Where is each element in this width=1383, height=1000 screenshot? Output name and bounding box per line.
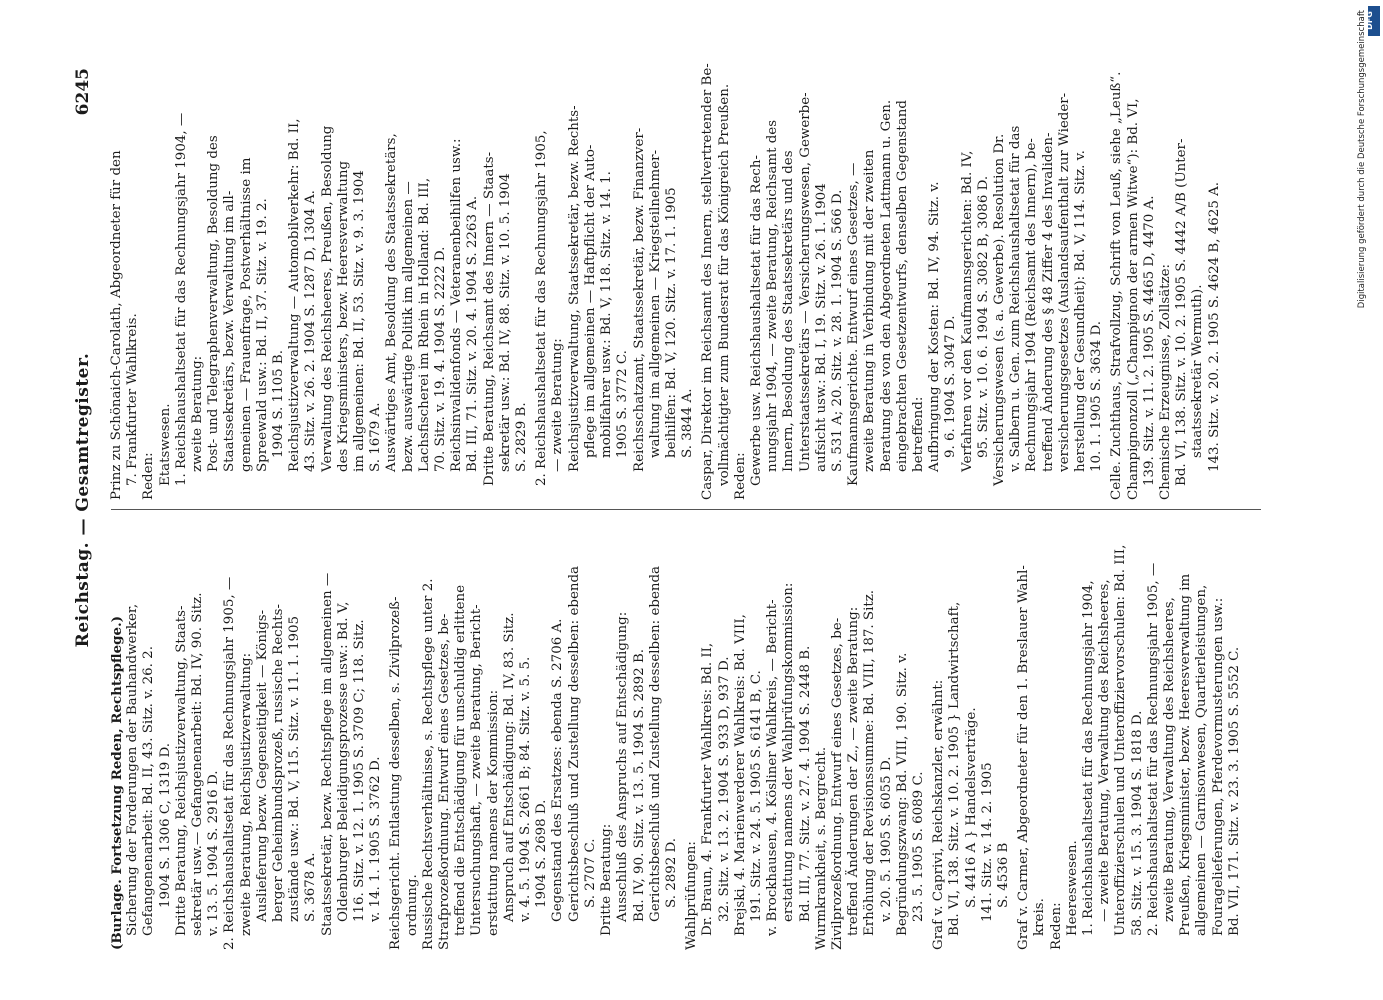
text-line: ordnung. [404,874,420,936]
text-line: Dritte Beratung, Reichsjustizverwaltung, Staats- [173,605,189,936]
text-line: 58. Sitz. v. 15. 3. 1904 S. 1818 D. [1129,710,1145,936]
text-line: erstattung namens der Kommission: [485,689,501,936]
text-line: Untersuchungshaft, — zweite Beratung, Bericht- [469,604,485,936]
text-line: Lachsfischerei im Rhein in Holland: Bd. III, [416,177,432,472]
text-line: S. 3844 A. [680,388,696,458]
dfg-logo [1364,6,1380,36]
text-line: Reichsschatzamt, Staatssekretär, bezw. Finanzver- [631,127,647,472]
text-line: Erhöhung der Revisionssumme: Bd. VIII, 187. Sitz. [862,589,878,936]
text-line: S. 4536 B [995,842,1011,908]
text-line: Rechnungsjahr 1904 (Reichsamt des Innern), be- [1024,138,1040,472]
text-line: 32. Sitz. v. 13. 2. 1904 S. 933 D, 937 D. [716,656,732,922]
text-line: Gewerbe usw. Reichshaushaltsetat für das Rech- [748,154,764,486]
text-line: Auswärtiges Amt, Besoldung des Staatssekretärs, [384,133,400,472]
page-number: 6245 [73,68,93,116]
right-column [109,50,1223,500]
text-line: Unterstaatssekretärs — Versicherungswesen, Gewerbe- [797,92,813,472]
text-line: pflege im allgemeinen — Haftpflicht der Auto- [582,144,598,458]
text-line: kreis. [1032,898,1048,936]
text-line: Versicherungswesen (s. a. Gewerbe). Resolution Dr. [991,133,1007,486]
text-line: 23. 5. 1905 S. 6089 C. [910,771,926,922]
text-line: 7. Frankfurter Wahlkreis. [125,313,141,486]
text-line: Champignonzoll („Champignon der armen Witwe“): Bd. VI, [1125,98,1141,500]
text-line: — zweite Beratung: [550,338,566,472]
text-line: 2. Reichshaushaltsetat für das Rechnungsjahr 1905, [534,130,550,486]
text-line: herstellung der Gesundheit): Bd. V, 114. Sitz. v. [1072,150,1088,472]
text-line: treffend Änderung des § 48 Ziffer 4 des Invaliden- [1040,132,1056,472]
text-line: im allgemeinen: Bd. II, 53. Sitz. v. 9. 3. 1904 [352,170,368,472]
text-line: Gefangenenarbeit: Bd. II, 43. Sitz. v. 26. 2. [141,646,157,936]
text-line: Beratung des von den Abgeordneten Lattmann u. Gen. [878,99,894,472]
register-page [21,0,1351,1000]
text-line: sekretär usw.: Bd. IV, 88. Sitz. v. 10. 5. 1904 [497,173,513,472]
text-line: Innern, Besoldung des Staatssekretärs und des [781,150,797,472]
dfg-logo-label: DFG [1364,11,1374,30]
digitization-note: Digitalisierung gefördert durch die Deutsche Forschungsgemeinschaft [1357,10,1367,309]
text-line: S. 2707 C. [582,838,598,908]
text-line: 10. 1. 1905 S. 3634 D. [1089,321,1105,472]
text-line: zustände usw.: Bd. V, 115. Sitz. v. 11. 1. 1905 [287,615,303,922]
text-line: Spreewald usw.: Bd. II, 37. Sitz. v. 19. 2. [254,198,270,472]
text-line: Begründungszwang: Bd. VIII, 190. Sitz. v. [894,652,910,936]
text-line: erstattung namens der Wahlprüfungskommission: [781,582,797,922]
text-line: 1. Reichshaushaltsetat für das Rechnungsjahr 1904, — [173,112,189,486]
text-line: Bd. III, 77. Sitz. v. 27. 4. 1904 S. 2448 B. [797,645,813,922]
text-line: v. 20. 5. 1905 S. 6055 D. [878,756,894,922]
text-line: Zivilprozeßordnung. Entwurf eines Gesetzes, be- [829,617,845,950]
text-line: Preußen, Kriegsminister, bezw. Heeresverwaltung im [1178,573,1194,936]
text-line: Strafprozeßordnung. Entwurf eines Gesetzes, be- [437,613,453,950]
text-line: Dr. Braun, 4. Frankfurter Wahlkreis: Bd. II, [700,642,716,936]
text-line: v. Brockhausen, 4. Kösliner Wahlkreis, — Bericht- [765,599,781,936]
text-line: Wahlprüfungen: [684,841,700,950]
text-line: Chemische Erzeugnisse, Zollsätze: [1158,263,1173,500]
text-line: treffend die Entschädigung für unschuldig erlittene [453,584,469,936]
column-divider [111,509,1261,510]
running-head [29,0,93,1000]
text-line: 9. 6. 1904 S. 3047 D. [943,315,959,458]
text-line: berger Geheimbundsprozeß, russische Rechts- [271,603,287,922]
text-line: Kaufmannsgerichte. Entwurf eines Gesetzes, — [846,162,862,486]
left-column [109,518,1243,950]
text-line: Graf v. Carmer, Abgeordneter für den 1. Breslauer Wahl- [1016,565,1032,950]
text-line: 2. Reichshaushaltsetat für das Rechnungsjahr 1905, — [1145,562,1161,936]
text-line: 191. Sitz. v. 24. 5. 1905 S. 6141 B, C. [748,670,764,922]
text-line: 1904 S. 1105 B. [271,350,287,458]
text-line: nungsjahr 1904, — zweite Beratung, Reichsamt des [765,119,781,472]
text-line: Staatssekretär, bezw. Rechtspflege im allgemeinen — [319,572,335,936]
text-line: vollmächtigter zum Bundesrat für das Königreich Preußen. [716,83,732,486]
text-line: waltung im allgemeinen — Kriegsteilnehmer- [647,149,663,458]
text-line: Reichsgericht. Entlastung desselben, s. Zivilprozeß- [388,596,404,950]
text-line: 1. Reichshaushaltsetat für das Rechnungsjahr 1904, [1080,580,1096,936]
text-line: 141. Sitz. v. 14. 2. 1905 [979,762,995,922]
text-line: Reden: [732,452,748,500]
text-line: staatssekretär Wermuth). [1190,284,1206,458]
text-line: Reden: [1048,902,1064,950]
text-line: Gerichtsbeschluß und Zustellung desselben: ebenda [566,565,582,922]
text-line: Oldenburger Beleidigungsprozesse usw.: Bd. V, [335,601,351,922]
text-line: S. 531 A; 20. Sitz. v. 28. 1. 1904 S. 566 D. [829,189,845,472]
text-line: des Kriegsministers, bezw. Heeresverwaltung [335,160,351,472]
text-line: 43. Sitz. v. 26. 2. 1904 S. 1287 D, 1304 A. [303,190,319,472]
text-line: 116. Sitz. v. 12. 1. 1905 S. 3709 C; 118. Sitz. [352,619,368,922]
text-line: Bd. III, 71. Sitz. v. 20. 4. 1904 S. 2263 A. [465,195,481,472]
text-line: Heereswesen. [1064,840,1080,936]
text-line: 1904 S. 2698 D. [534,799,550,908]
text-line: Reichsjustizverwaltung, Staatssekretär, bezw. Rechts- [566,105,582,472]
text-line: S. 4416 A } Handelsverträge. [963,707,979,908]
text-line: Verwaltung des Reichsheeres, Preußen, Besoldung [319,125,335,472]
text-line: Gerichtsbeschluß und Zustellung desselben: ebenda [647,565,663,922]
text-line: Aufbringung der Kosten: Bd. IV, 94. Sitz. v. [927,181,943,472]
text-line: versicherungsgesetzes (Auslandsaufenthalt zur Wieder- [1056,92,1072,472]
text-line: Dritte Beratung: [599,823,615,936]
text-line: v. 13. 5. 1904 S. 2916 D. [206,770,222,936]
text-line: 95. Sitz. v. 10. 6. 1904 S. 3082 B, 3086 D. [975,175,991,458]
text-line: aufsicht usw.: Bd. I, 19. Sitz. v. 26. 1. 1904 [813,183,829,472]
text-line: Auslieferung bezw. Gegenseitigkeit — Königs- [254,609,270,922]
text-line: v. 14. 1. 1905 S. 3762 D. [368,756,384,922]
text-line: Bd. IV, 90. Sitz. v. 13. 5. 1904 S. 2892 B. [631,648,647,922]
text-line: S. 2892 D. [663,837,679,908]
text-line: Bd. VI, 138. Sitz. v. 10. 2. 1905 } Landwirtschaft, [947,601,963,936]
text-line: mobilfahrer usw.: Bd. V, 118. Sitz. v. 14. 1. [599,171,615,458]
text-line: sekretär usw.— Gefangenenarbeit: Bd. IV, 90. Sitz. [190,592,206,936]
text-line: 70. Sitz. v. 19. 4. 1904 S. 2222 D. [433,246,449,472]
text-line: Staatssekretärs, bezw. Verwaltung im all- [222,190,238,472]
text-line: Russische Rechtsverhältnisse, s. Rechtspflege unter 2. [420,578,436,950]
text-line: v. Salbern u. Gen. zum Reichshaushaltsetat für das [1008,125,1024,472]
text-line: 139. Sitz. v. 11. 2. 1905 S. 4465 D, 4470 A. [1141,195,1157,486]
page-title: Reichstag. — Gesamtregister. [73,352,93,648]
text-line: betreffend: [910,396,926,472]
text-line: Bd. VI, 138. Sitz. v. 10. 2. 1905 S. 4442 A/B (Unter- [1174,138,1190,486]
text-line: 1905 S. 3772 C. [615,350,631,458]
text-line: Verfahren vor den Kaufmannsgerichten: Bd. IV, [959,150,975,472]
text-line: Ausschluß des Anspruchs auf Entschädigung: [615,611,631,922]
text-line: beihilfen: Bd. V, 120. Sitz. v. 17. 1. 1905 [663,187,679,458]
text-line: Wurmkrankheit, s. Bergrecht. [813,746,829,950]
text-line: zweite Beratung, Reichsjustizverwaltung: [238,652,254,936]
text-line: Brejski, 4. Marienwerderer Wahlkreis: Bd. VIII, [732,614,748,936]
text-line: Sicherung der Forderungen der Bauhandwerker, [125,603,141,936]
text-line: Etatswesen. [157,403,173,486]
text-line: zweite Beratung in Verbindung mit der zweiten [862,149,878,472]
text-line: 1904 S. 1306 C, 1319 D. [157,742,173,908]
text-line: v. 4. 5. 1904 S. 2661 B; 84. Sitz. v. 5. 5. [518,656,534,922]
text-line: Dritte Beratung, Reichsamt des Innern — Staats- [481,151,497,486]
text-line: Fouragelieferungen, Pferdevormusterungen usw.: [1210,597,1226,936]
text-line: Prinz zu Schönaich-Carolath, Abgeordneter für den [109,150,124,500]
text-line: zweite Beratung: [190,355,206,472]
text-line: Post- und Telegraphenverwaltung, Besoldung des [206,135,222,472]
text-line: Celle. Zuchthaus, Strafvollzug, Schrift von Leuß, siehe „Leuß“. [1109,71,1125,500]
text-line: Graf v. Caprivi, Reichskanzler, erwähnt: [931,679,947,950]
text-line: Unteroffizierschulen und Unteroffiziervorschulen: Bd. III, [1113,544,1129,936]
text-line: bezw. auswärtige Politik im allgemeinen — [400,181,416,472]
text-line: 143. Sitz. v. 20. 2. 1905 S. 4624 B, 4625 A. [1206,181,1222,472]
text-line: allgemeinen — Garnisonwesen, Quartierleistungen, [1194,584,1210,936]
text-line: — zweite Beratung, Verwaltung des Reichsheeres, [1097,579,1113,922]
text-line: S. 2829 B. [514,402,530,472]
text-line: Gegenstand des Ersatzes: ebenda S. 2706 A. [550,618,566,922]
text-line: Anspruch auf Entschädigung: Bd. IV, 83. Sitz. [501,612,517,922]
text-line: S. 1679 A. [368,402,384,472]
text-line: Reichsinvalidenfonds — Veteranenbeihilfen usw.: [449,138,465,472]
text-line: Caspar, Direktor im Reichsamt des Innern, stellvertretender Be- [700,63,716,500]
text-line: Bd. VII, 171. Sitz. v. 23. 3. 1905 S. 5552 C. [1226,646,1242,936]
text-line: eingebrachten Gesetzentwurfs, denselben Gegenstand [894,100,910,472]
text-line: treffend Änderungen der Z., — zweite Beratung: [846,606,862,936]
text-line: gemeinen — Frauenfrage, Postverhältnisse im [238,157,254,472]
text-line: zweite Beratung, Verwaltung des Reichsheeres, [1162,597,1177,922]
text-line: 2. Reichshaushaltsetat für das Rechnungsjahr 1905, — [222,576,238,950]
text-line: (Burlage. Fortsetzung Reden, Rechtspflege.) [109,615,125,950]
text-line: Reichsjustizverwaltung — Automobilverkehr: Bd. II, [287,118,303,472]
text-line: S. 3678 A. [303,852,319,922]
text-line: Reden: [141,452,157,500]
